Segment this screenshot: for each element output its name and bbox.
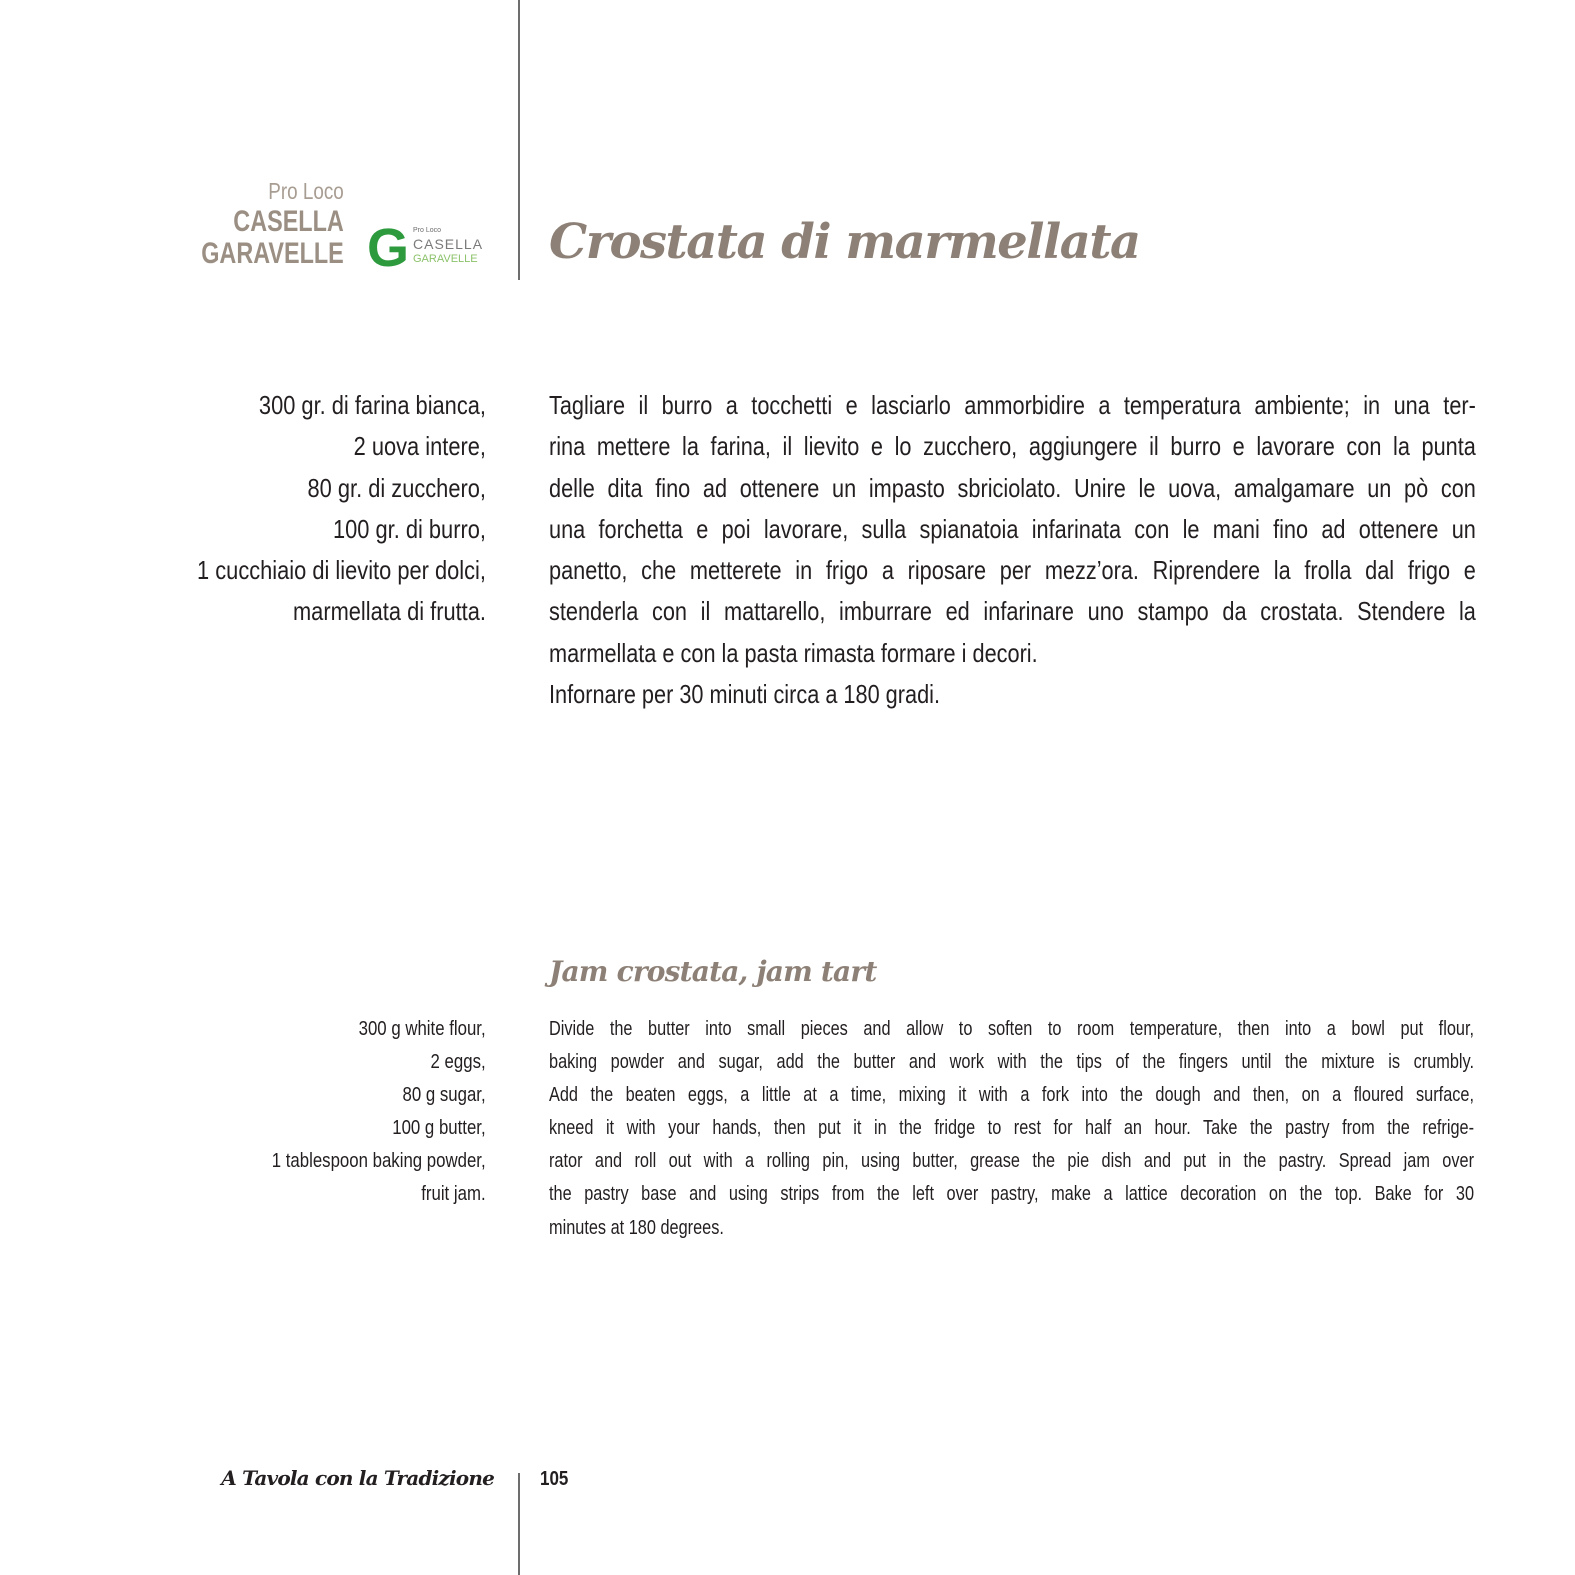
ingredient-item: 100 g butter,	[392, 1117, 486, 1140]
ingredient-item: 2 uova intere,	[353, 431, 486, 462]
page-number: 105	[540, 1468, 569, 1490]
method-line: kneed it with your hands, then put it in the fridge to rest for half an hour. Take the pastry from the refrige-	[549, 1117, 1475, 1140]
ingredients-english	[231, 1013, 486, 1212]
method-line: Divide the butter into small pieces and allow to soften to room temperature, then into a bowl put flour,	[549, 1018, 1475, 1040]
ingredient-item: 100 gr. di burro,	[333, 513, 486, 544]
method-english	[549, 1013, 1474, 1245]
pro-loco-logo	[367, 219, 492, 273]
method-line: una forchetta e poi lavorare, sulla spianatoia infarinata con le mani fino ad ottenere un	[549, 513, 1476, 544]
ingredient-item: 80 gr. di zucchero,	[307, 472, 486, 503]
ingredient-item: fruit jam.	[421, 1183, 486, 1206]
ingredient-item: 1 tablespoon baking powder,	[272, 1150, 486, 1173]
method-line: marmellata e con la pasta rimasta formare i decori.	[549, 637, 1038, 668]
method-line: minutes at 180 degrees.	[549, 1216, 724, 1239]
method-line: rator and roll out with a rolling pin, using butter, grease the pie dish and put in the pastry. Spread jam over	[549, 1150, 1475, 1173]
method-line: stenderla con il mattarello, imburrare ed infarinare uno stampo da crostata. Stendere la	[549, 596, 1476, 627]
logo-line2: GARAVELLE	[413, 253, 478, 265]
vertical-divider-top	[518, 0, 520, 280]
ingredient-item: 300 gr. di farina bianca,	[258, 390, 486, 420]
method-line: Infornare per 30 minuti circa a 180 gradi.	[549, 679, 941, 710]
book-title: A Tavola con la Tradizione	[221, 1466, 494, 1490]
logo-small-text: Pro Loco	[413, 227, 442, 234]
recipe-title-english: Jam crostata, jam tart	[549, 955, 877, 988]
method-line: rina mettere la farina, il lievito e lo zucchero, aggiungere il burro e lavorare con la punta	[549, 431, 1476, 462]
method-line: delle dita fino ad ottenere un impasto sbriciolato. Unire le uova, amalgamare un pò con	[549, 472, 1476, 503]
ingredient-item: 80 g sugar,	[402, 1084, 486, 1107]
method-line: the pastry base and using strips from the left over pastry, make a lattice decoration on the top. Bake for 30	[549, 1183, 1475, 1206]
method-line: panetto, che metterete in frigo a riposare per mezz’ora. Riprendere la frolla dal frigo e	[549, 555, 1476, 586]
ingredient-item: marmellata di frutta.	[293, 596, 486, 627]
ingredient-item: 2 eggs,	[430, 1051, 486, 1074]
method-line: baking powder and sugar, add the butter and work with the tips of the fingers until the mixture is crumbly.	[549, 1051, 1475, 1074]
ingredient-item: 300 g white flour,	[358, 1018, 486, 1040]
recipe-title-italian: Crostata di marmellata	[549, 214, 1140, 270]
org-pre-label: Pro Loco	[268, 178, 344, 204]
ingredients-italian	[142, 385, 486, 633]
ingredient-item: 1 cucchiaio di lievito per dolci,	[197, 555, 486, 586]
organization-name	[161, 176, 344, 270]
method-line: Tagliare il burro a tocchetti e lasciarlo ammorbidire a temperatura ambiente; in una ter-	[549, 390, 1476, 420]
vertical-divider-bottom	[518, 1473, 520, 1575]
org-name-line2: GARAVELLE	[201, 237, 344, 270]
logo-line1: CASELLA	[413, 236, 484, 252]
logo-letter: G	[367, 219, 410, 273]
method-italian	[549, 385, 1476, 715]
method-line: Add the beaten eggs, a little at a time, mixing it with a fork into the dough and then, on a floured surface,	[549, 1084, 1475, 1107]
org-name-line1: CASELLA	[233, 205, 344, 238]
